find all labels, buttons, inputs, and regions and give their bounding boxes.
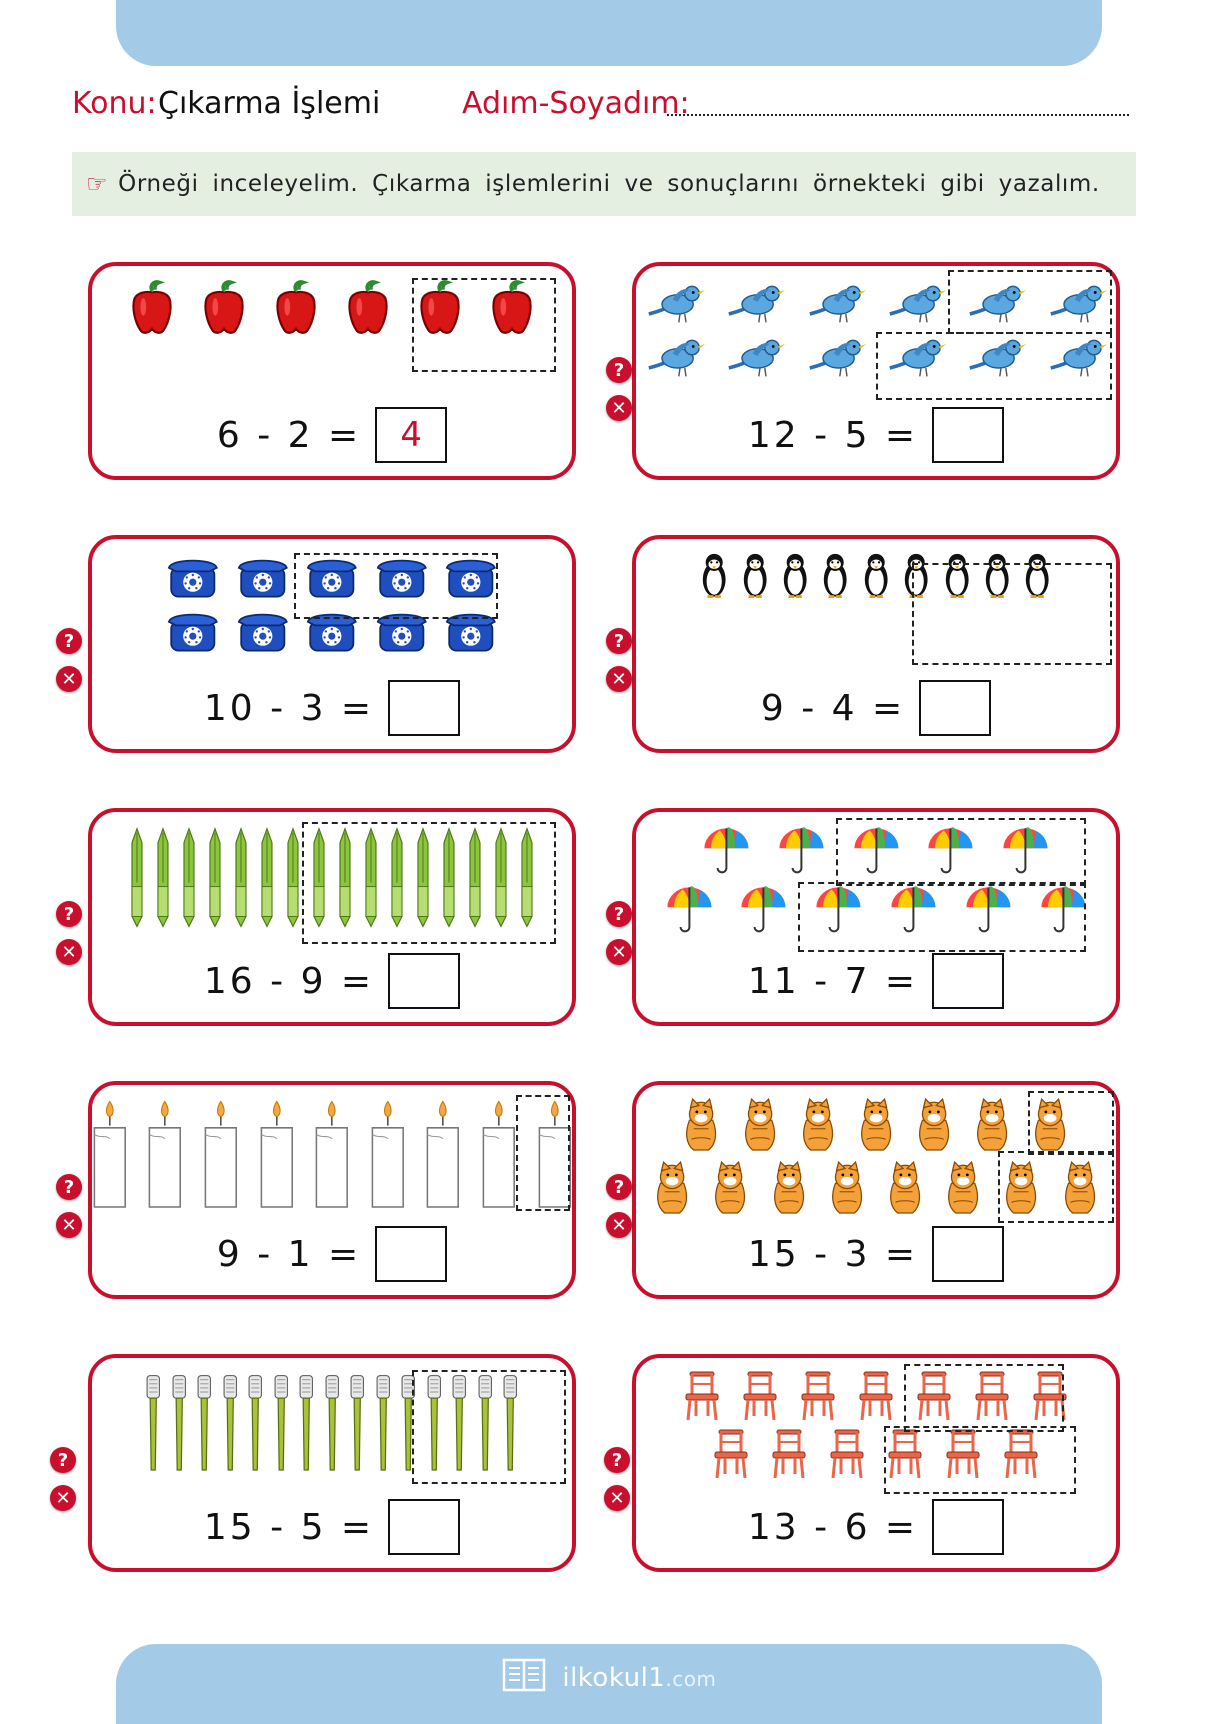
problem-card	[632, 1081, 1120, 1299]
toothbrush-icon	[170, 1370, 188, 1476]
instruction-text: Örneği inceleyelim. Çıkarma işlemlerini ve sonuçlarını örnekteki gibi yazalım.	[118, 171, 1100, 197]
cat-icon	[678, 1097, 724, 1154]
toothbrush-icon	[144, 1370, 162, 1476]
pen-icon	[207, 824, 223, 933]
candle-icon	[423, 1097, 463, 1211]
cat-icon	[853, 1097, 899, 1154]
candle-icon	[312, 1097, 352, 1211]
equation-text: 15 - 5 =	[203, 1506, 375, 1548]
close-icon[interactable]: ✕	[50, 1485, 76, 1511]
answer-box[interactable]	[932, 953, 1004, 1009]
crossed-out-group	[904, 1364, 1064, 1432]
candle-icon	[90, 1097, 130, 1211]
crossed-out-group	[876, 332, 1112, 400]
equation-text: 10 - 3 =	[203, 687, 375, 729]
equation-text: 13 - 6 =	[747, 1506, 919, 1548]
pepper-icon	[339, 278, 397, 336]
toothbrush-icon	[246, 1370, 264, 1476]
penguin-icon	[780, 551, 810, 600]
crossed-out-group	[884, 1426, 1076, 1494]
crossed-out-group	[412, 1370, 566, 1484]
bird-icon	[805, 278, 867, 326]
bird-icon	[885, 278, 947, 326]
problem-card	[632, 262, 1120, 480]
crossed-out-group	[912, 563, 1112, 665]
equation	[636, 404, 1116, 466]
crossed-out-group	[516, 1095, 570, 1211]
crossed-out-group	[412, 278, 556, 372]
pepper-icon	[267, 278, 325, 336]
help-icon[interactable]: ?	[50, 1447, 76, 1473]
equation-text: 12 - 5 =	[747, 414, 919, 456]
close-icon[interactable]: ✕	[606, 1212, 632, 1238]
cat-icon	[882, 1160, 928, 1217]
problem-card	[632, 1354, 1120, 1572]
candle-icon	[479, 1097, 519, 1211]
bird-icon	[805, 332, 867, 380]
close-icon[interactable]: ✕	[606, 395, 632, 421]
toothbrush-icon	[323, 1370, 341, 1476]
close-icon[interactable]: ✕	[606, 939, 632, 965]
cat-icon	[824, 1160, 870, 1217]
equation	[92, 677, 572, 739]
close-icon[interactable]: ✕	[604, 1485, 630, 1511]
help-icon[interactable]: ?	[606, 357, 632, 383]
equation-text: 16 - 9 =	[203, 960, 375, 1002]
chair-icon	[740, 1370, 780, 1422]
pen-icon	[181, 824, 197, 933]
chair-icon	[682, 1370, 722, 1422]
name-field[interactable]	[667, 114, 1129, 116]
candle-icon	[145, 1097, 185, 1211]
umbrella-icon	[775, 824, 828, 877]
crossed-out-group	[798, 882, 1086, 952]
crossed-out-group	[302, 822, 556, 944]
candle-icon	[257, 1097, 297, 1211]
crossed-out-group	[1028, 1091, 1114, 1155]
pointing-hand-icon: ☞	[86, 170, 109, 198]
answer-box[interactable]	[932, 407, 1004, 463]
toothbrush-icon	[374, 1370, 392, 1476]
penguin-icon	[861, 551, 891, 600]
equation	[636, 1223, 1116, 1285]
penguin-icon	[820, 551, 850, 600]
toothbrush-icon	[297, 1370, 315, 1476]
penguin-icon	[699, 551, 729, 600]
pen-icon	[259, 824, 275, 933]
site-logo	[116, 1658, 1102, 1699]
toothbrush-icon	[195, 1370, 213, 1476]
umbrella-icon	[663, 883, 716, 936]
cat-icon	[911, 1097, 957, 1154]
equation	[92, 1496, 572, 1558]
close-icon[interactable]: ✕	[56, 666, 82, 692]
help-icon[interactable]: ?	[606, 1174, 632, 1200]
answer-box[interactable]	[375, 1226, 447, 1282]
worksheet-header	[72, 86, 1132, 134]
bird-icon	[724, 278, 786, 326]
cat-icon	[969, 1097, 1015, 1154]
problem-card	[88, 1354, 576, 1572]
book-icon	[502, 1658, 546, 1699]
pen-icon	[285, 824, 301, 933]
answer-box[interactable]	[932, 1226, 1004, 1282]
cat-icon	[766, 1160, 812, 1217]
problem-card	[88, 262, 576, 480]
pepper-icon	[123, 278, 181, 336]
problem-card	[632, 808, 1120, 1026]
equation	[92, 950, 572, 1012]
candle-icon	[368, 1097, 408, 1211]
cat-icon	[795, 1097, 841, 1154]
problem-card	[632, 535, 1120, 753]
pen-icon	[233, 824, 249, 933]
cat-icon	[737, 1097, 783, 1154]
cat-icon	[940, 1160, 986, 1217]
candle-icon	[201, 1097, 241, 1211]
umbrella-icon	[700, 824, 753, 877]
telephone-icon	[234, 605, 292, 653]
chair-icon	[856, 1370, 896, 1422]
help-icon[interactable]: ?	[606, 628, 632, 654]
top-banner	[116, 0, 1102, 66]
equation	[636, 950, 1116, 1012]
umbrella-icon	[737, 883, 790, 936]
toothbrush-icon	[272, 1370, 290, 1476]
telephone-icon	[164, 605, 222, 653]
topic-value: Çıkarma İşlemi	[158, 86, 381, 121]
crossed-out-group	[294, 553, 498, 619]
logo-text: ilkokul1	[562, 1663, 666, 1693]
equation-text: 9 - 1 =	[216, 1233, 362, 1275]
topic-label: Konu:	[72, 86, 157, 121]
pepper-icon	[195, 278, 253, 336]
object-picture	[102, 1097, 562, 1217]
answer-box[interactable]: 4	[375, 407, 447, 463]
help-icon[interactable]: ?	[604, 1447, 630, 1473]
chair-icon	[827, 1428, 867, 1480]
answer-box[interactable]	[388, 953, 460, 1009]
help-icon[interactable]: ?	[56, 1174, 82, 1200]
problem-card	[88, 1081, 576, 1299]
bird-icon	[644, 332, 706, 380]
equation	[636, 677, 1116, 739]
instruction-bar	[72, 152, 1136, 216]
chair-icon	[798, 1370, 838, 1422]
help-icon[interactable]: ?	[56, 628, 82, 654]
cat-icon	[649, 1160, 695, 1217]
equation-text: 9 - 4 =	[760, 687, 906, 729]
chair-icon	[769, 1428, 809, 1480]
close-icon[interactable]: ✕	[56, 939, 82, 965]
toothbrush-icon	[221, 1370, 239, 1476]
answer-box[interactable]	[388, 680, 460, 736]
telephone-icon	[234, 551, 292, 599]
answer-box[interactable]	[388, 1499, 460, 1555]
chair-icon	[711, 1428, 751, 1480]
crossed-out-group	[998, 1151, 1114, 1223]
equation-text: 11 - 7 =	[747, 960, 919, 1002]
pen-icon	[155, 824, 171, 933]
equation	[92, 1223, 572, 1285]
equation	[636, 1496, 1116, 1558]
help-icon[interactable]: ?	[606, 901, 632, 927]
answer-box[interactable]	[932, 1499, 1004, 1555]
equation-text: 6 - 2 =	[216, 414, 362, 456]
toothbrush-icon	[348, 1370, 366, 1476]
crossed-out-group	[948, 270, 1112, 334]
answer-box[interactable]	[919, 680, 991, 736]
logo-suffix: .com	[665, 1667, 717, 1691]
name-label: Adım-Soyadım:	[462, 86, 690, 121]
penguin-icon	[740, 551, 770, 600]
telephone-icon	[164, 551, 222, 599]
cat-icon	[707, 1160, 753, 1217]
bird-icon	[644, 278, 706, 326]
problem-card	[88, 808, 576, 1026]
pen-icon	[129, 824, 145, 933]
bottom-banner	[116, 1644, 1102, 1724]
bird-icon	[724, 332, 786, 380]
equation-text: 15 - 3 =	[747, 1233, 919, 1275]
problem-card	[88, 535, 576, 753]
close-icon[interactable]: ✕	[606, 666, 632, 692]
equation	[92, 404, 572, 466]
crossed-out-group	[836, 818, 1086, 886]
close-icon[interactable]: ✕	[56, 1212, 82, 1238]
help-icon[interactable]: ?	[56, 901, 82, 927]
